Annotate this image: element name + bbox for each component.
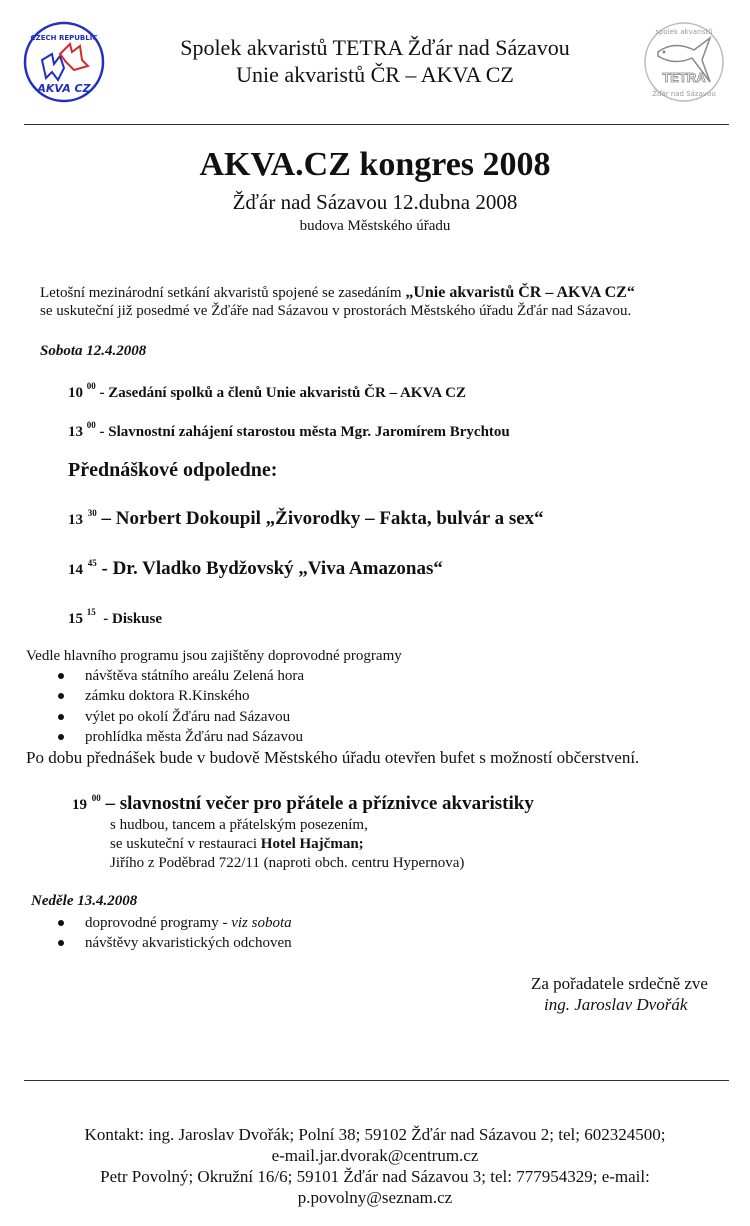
- saturday-heading: Sobota 12.4.2008: [40, 343, 147, 359]
- time-hour: 15: [68, 611, 83, 627]
- sunday-heading: Neděle 13.4.2008: [31, 893, 138, 909]
- intro-line-2: se uskuteční již posedmé ve Žďáře nad Sázavou v prostorách Městského úřadu Žďár nad Sázavou.: [40, 303, 632, 319]
- time-hour: 19: [72, 797, 87, 813]
- time-hour: 14: [68, 562, 83, 578]
- event-venue: budova Městského úřadu: [299, 218, 451, 234]
- buffet-note: Po dobu přednášek bude v budově Městského úřadu otevřen bufet s možností občerstvení.: [26, 748, 640, 767]
- time-hour: 13: [68, 512, 83, 528]
- evening-program-title: [72, 793, 534, 815]
- header-union: Unie akvaristů ČR – AKVA CZ: [236, 62, 514, 87]
- time-minutes: 45: [87, 558, 97, 568]
- lecture-text: – Norbert Dokoupil „Živorodky – Fakta, bulvár a sex“: [96, 508, 544, 529]
- schedule-item-ceremony: [68, 420, 510, 441]
- lecture-text: - Dr. Vladko Bydžovský „Viva Amazonas“: [96, 558, 443, 579]
- time-minutes: 00: [86, 420, 96, 430]
- side-programs-intro: Vedle hlavního programu jsou zajištěny doprovodné programy: [26, 648, 402, 664]
- lecture-item-bydzovsky: [68, 558, 443, 580]
- page-title: AKVA.CZ kongres 2008: [199, 146, 551, 183]
- event-place-date: Žďár nad Sázavou 12.dubna 2008: [232, 190, 518, 214]
- evening-venue-prefix: se uskuteční v restauraci: [110, 836, 261, 852]
- intro-union-name: „Unie akvaristů ČR – AKVA CZ“: [405, 284, 635, 301]
- lecture-item-dokoupil: [68, 508, 544, 530]
- contact-email-1[interactable]: e-mail.jar.dvorak@centrum.cz: [271, 1146, 479, 1165]
- time-hour: 10: [68, 385, 83, 401]
- schedule-text: - Slavnostní zahájení starostou města Mgr. Jaromírem Brychtou: [95, 424, 510, 440]
- evening-venue-name: Hotel Hajčman;: [260, 836, 364, 852]
- time-minutes: 30: [87, 508, 97, 518]
- schedule-text: - Zasedání spolků a členů Unie akvaristů ČR – AKVA CZ: [95, 385, 466, 401]
- logo-left-bottom-text: AKVA CZ: [37, 82, 91, 95]
- schedule-item-opening-meeting: [68, 381, 466, 402]
- signature-name: ing. Jaroslav Dvořák: [544, 995, 688, 1014]
- sunday-item-ref: viz sobota: [231, 915, 292, 931]
- header-organization: Spolek akvaristů TETRA Žďár nad Sázavou: [180, 35, 570, 60]
- lecture-text: - Diskuse: [95, 611, 163, 627]
- lectures-heading: Přednáškové odpoledne:: [68, 459, 278, 481]
- bullet-icon: [58, 673, 64, 679]
- evening-detail-2: [110, 835, 364, 854]
- bullet-icon: [58, 940, 64, 946]
- intro-text: Letošní mezinárodní setkání akvaristů spojené se zasedáním: [40, 285, 406, 301]
- logo-right-center-text: TETRA: [662, 70, 706, 85]
- evening-detail-1: s hudbou, tancem a přátelským posezením,: [110, 817, 368, 833]
- footer-divider: [24, 1080, 729, 1081]
- evening-title-text: – slavnostní večer pro přátele a příznivce akvaristiky: [100, 793, 534, 814]
- lecture-item-discussion: [68, 607, 162, 628]
- sunday-item-text: doprovodné programy -: [85, 915, 232, 931]
- time-minutes: 15: [86, 607, 96, 617]
- time-minutes: 00: [91, 793, 101, 803]
- time-hour: 13: [68, 424, 83, 440]
- contact-email-2[interactable]: p.povolny@seznam.cz: [297, 1188, 453, 1207]
- logo-right-top-text: spolek akvaristů: [655, 28, 713, 36]
- contact-line-2: Petr Povolný; Okružní 16/6; 59101 Žďár nad Sázavou 3; tel: 777954329; e-mail:: [100, 1167, 650, 1186]
- bullet-icon: [58, 734, 64, 740]
- evening-address: Jiřího z Poděbrad 722/11 (naproti obch. centru Hypernova): [110, 855, 465, 871]
- logo-right-bottom-text: Žďár nad Sázavou: [652, 90, 716, 98]
- signature-invite: Za pořadatele srdečně zve: [531, 974, 708, 993]
- bullet-icon: [58, 920, 64, 926]
- header-divider: [24, 124, 729, 125]
- bullet-icon: [58, 693, 64, 699]
- bullet-icon: [58, 714, 64, 720]
- logo-left-top-text: CZECH REPUBLIC: [30, 34, 98, 42]
- contact-line-1: Kontakt: ing. Jaroslav Dvořák; Polní 38; 59102 Žďár nad Sázavou 2; tel; 602324500;: [84, 1125, 666, 1144]
- intro-line-1: [40, 283, 635, 303]
- time-minutes: 00: [86, 381, 96, 391]
